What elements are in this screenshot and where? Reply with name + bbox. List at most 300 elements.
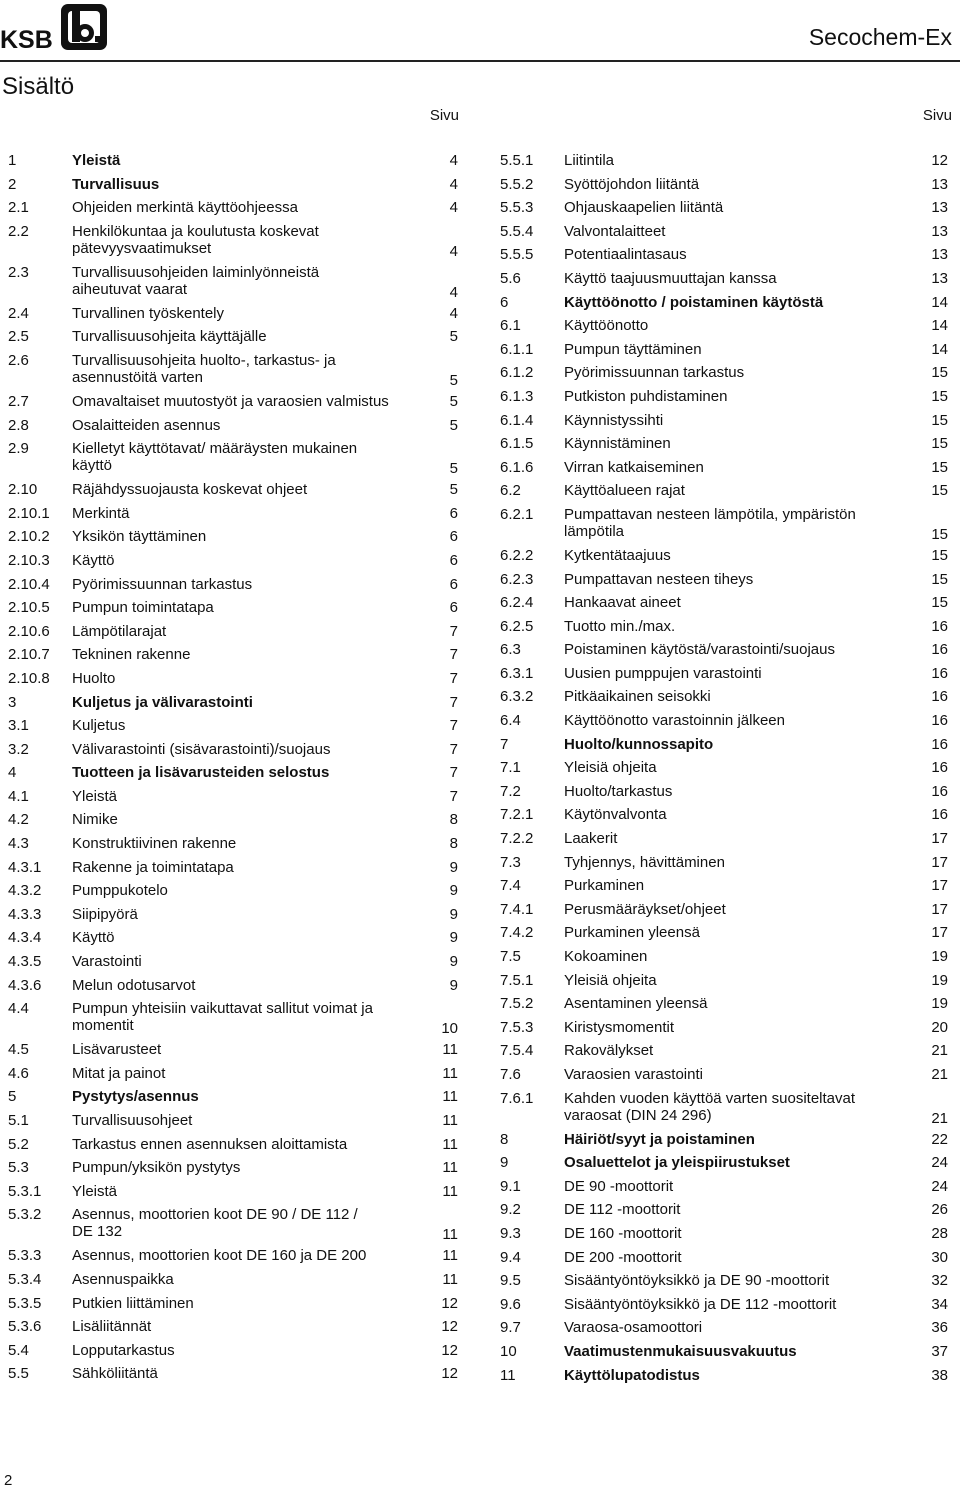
- toc-entry[interactable]: [500, 412, 950, 436]
- toc-entry[interactable]: [500, 1249, 950, 1273]
- toc-page-number: 21: [931, 1109, 948, 1127]
- toc-entry[interactable]: [500, 972, 950, 996]
- toc-page-number: 16: [931, 688, 948, 706]
- toc-section-number: 2.10.3: [8, 551, 50, 569]
- toc-section-title: Syöttöjohdon liitäntä: [564, 175, 700, 193]
- toc-section-title: Käyttöönotto / poistaminen käytöstä: [564, 293, 824, 311]
- toc-section-number: 2.10.7: [8, 646, 50, 664]
- toc-page-number: 5: [449, 416, 458, 434]
- toc-section-number: 5.5.5: [500, 246, 534, 264]
- toc-section-number: 11: [500, 1366, 516, 1384]
- toc-page-number: 15: [931, 594, 948, 612]
- toc-section-number: 6: [500, 293, 509, 311]
- toc-page-number: 11: [442, 1247, 458, 1265]
- toc-entry[interactable]: [8, 599, 460, 623]
- toc-section-number: 5.3.5: [8, 1294, 42, 1312]
- toc-entry[interactable]: [8, 1318, 460, 1342]
- toc-entry[interactable]: [500, 1066, 950, 1090]
- toc-page-number: 11: [442, 1135, 458, 1153]
- toc-page-number: 4: [449, 199, 458, 217]
- toc-section-title: Turvallisuus: [72, 175, 160, 193]
- toc-section-number: 3.1: [8, 717, 29, 735]
- toc-entry[interactable]: [8, 223, 460, 264]
- toc-page-number: 12: [931, 152, 948, 169]
- toc-section-number: 7.5: [500, 948, 521, 965]
- toc-page-number: 11: [442, 1226, 458, 1244]
- toc-page-number: 7: [449, 693, 458, 711]
- toc-entry[interactable]: [500, 1019, 950, 1043]
- toc-section-title: Kuljetus: [72, 717, 126, 735]
- toc-entry[interactable]: [8, 1112, 460, 1136]
- toc-entry[interactable]: [500, 1154, 950, 1178]
- toc-entry[interactable]: [500, 736, 950, 760]
- toc-entry[interactable]: [8, 1247, 460, 1271]
- toc-entry[interactable]: [8, 1136, 460, 1160]
- toc-entry[interactable]: [8, 1000, 460, 1041]
- toc-section-number: 2.1: [8, 199, 29, 217]
- toc-section-title: Yleistä: [72, 1182, 118, 1200]
- toc-section-title: Käyttöönotto: [564, 317, 649, 335]
- toc-entry[interactable]: [8, 1183, 460, 1207]
- toc-section-title: Henkilökuntaa ja koulutusta koskevat pätevyysvaatimukset: [72, 222, 319, 257]
- toc-entry[interactable]: [500, 830, 950, 854]
- toc-section-number: 2.5: [8, 328, 29, 346]
- toc-section-number: 6.3.2: [500, 688, 534, 706]
- toc-section-title: Pumpattavan nesteen lämpötila, ympäristön lämpötila: [564, 505, 856, 540]
- toc-section-number: 4.3.5: [8, 953, 42, 971]
- toc-section-number: 4: [8, 764, 17, 782]
- toc-entry[interactable]: [500, 1225, 950, 1249]
- toc-section-number: 7.4: [500, 877, 521, 895]
- toc-section-title: DE 160 -moottorit: [564, 1224, 682, 1242]
- toc-section-number: 5.3.3: [8, 1247, 42, 1265]
- toc-entry[interactable]: [500, 1090, 950, 1131]
- toc-entry[interactable]: [8, 788, 460, 812]
- toc-section-number: 4.1: [8, 787, 29, 805]
- toc-section-number: 2.6: [8, 351, 29, 369]
- toc-page-number: 12: [441, 1318, 458, 1336]
- toc-section-title: Varaosa-osamoottori: [564, 1319, 703, 1337]
- toc-page-number: 7: [449, 740, 458, 758]
- toc-entry[interactable]: [500, 854, 950, 878]
- toc-section-number: 4.5: [8, 1041, 29, 1059]
- toc-page-number: 9: [449, 929, 458, 947]
- toc-entry[interactable]: [500, 759, 950, 783]
- toc-page-number: 14: [931, 317, 948, 335]
- toc-section-title: Pumpattavan nesteen tiheys: [564, 570, 754, 588]
- toc-entry[interactable]: [8, 176, 460, 200]
- toc-page-number: 17: [931, 830, 948, 848]
- toc-page-number: 15: [931, 546, 948, 564]
- toc-entry[interactable]: [8, 199, 460, 223]
- toc-entry[interactable]: [500, 688, 950, 712]
- toc-section-number: 6.2.3: [500, 570, 534, 588]
- toc-page-number: 12: [441, 1341, 458, 1359]
- toc-page-number: 5: [449, 481, 458, 499]
- page-column-label-right: Sivu: [922, 107, 952, 124]
- toc-page-number: 26: [931, 1201, 948, 1219]
- toc-section-title: Välivarastointi (sisävarastointi)/suojaus: [72, 740, 331, 758]
- toc-page-number: 13: [931, 199, 948, 217]
- toc-entry[interactable]: [500, 1042, 950, 1066]
- toc-section-number: 4.3.3: [8, 905, 42, 923]
- toc-entry[interactable]: [500, 199, 950, 223]
- toc-section-number: 2.10.4: [8, 575, 50, 593]
- toc-entry[interactable]: [8, 929, 460, 953]
- toc-section-number: 6.1: [500, 317, 521, 335]
- toc-section-number: 7.1: [500, 759, 521, 777]
- toc-section-title: Uusien pumppujen varastointi: [564, 664, 762, 682]
- toc-page-number: 34: [931, 1295, 948, 1313]
- toc-section-number: 6.2: [500, 482, 521, 500]
- toc-entry[interactable]: [500, 806, 950, 830]
- toc-section-title: Pumpun/yksikön pystytys: [72, 1159, 241, 1177]
- toc-entry[interactable]: [500, 459, 950, 483]
- toc-section-number: 2.10: [8, 481, 38, 499]
- toc-section-title: Käyttöönotto varastoinnin jälkeen: [564, 712, 785, 730]
- toc-section-number: 2.10.8: [8, 669, 50, 687]
- toc-page-number: 11: [442, 1270, 458, 1288]
- toc-entry[interactable]: [500, 317, 950, 341]
- toc-entry[interactable]: [500, 176, 950, 200]
- toc-page-number: 24: [931, 1177, 948, 1195]
- toc-page-number: 11: [442, 1041, 458, 1059]
- toc-section-title: Turvallisuusohjeita huolto-, tarkastus- ja asennustöitä varten: [72, 351, 336, 386]
- toc-entry[interactable]: [8, 1271, 460, 1295]
- toc-section-title: Turvallisuusohjeita käyttäjälle: [72, 328, 267, 346]
- toc-entry[interactable]: [8, 1295, 460, 1319]
- toc-page-number: 12: [441, 1365, 458, 1383]
- toc-page-number: 17: [931, 924, 948, 942]
- toc-entry[interactable]: [8, 576, 460, 600]
- toc-page-number: 9: [449, 953, 458, 971]
- toc-column-left: [8, 152, 460, 1389]
- toc-entry[interactable]: [8, 741, 460, 765]
- toc-entry[interactable]: [8, 417, 460, 441]
- toc-entry[interactable]: [8, 1159, 460, 1183]
- toc-section-title: Huolto/tarkastus: [564, 782, 673, 800]
- page-title: Sisältö: [2, 73, 75, 100]
- toc-entry[interactable]: [8, 481, 460, 505]
- toc-page-number: 15: [931, 525, 948, 543]
- toc-section-title: Tuotto min./max.: [564, 617, 676, 635]
- toc-section-title: Vaatimustenmukaisuusvakuutus: [564, 1342, 797, 1360]
- toc-section-number: 2: [8, 175, 17, 193]
- toc-page-number: 20: [931, 1018, 948, 1036]
- toc-section-title: Putkiston puhdistaminen: [564, 387, 728, 405]
- toc-entry[interactable]: [8, 623, 460, 647]
- toc-section-title: Sisääntyöntöyksikkö ja DE 90 -moottorit: [564, 1272, 830, 1290]
- toc-section-title: Pyörimissuunnan tarkastus: [72, 575, 253, 593]
- toc-page-number: 11: [442, 1182, 458, 1200]
- toc-page-number: 7: [449, 717, 458, 735]
- toc-section-title: Merkintä: [72, 504, 130, 522]
- toc-section-title: Kuljetus ja välivarastointi: [72, 693, 253, 711]
- toc-page-number: 28: [931, 1224, 948, 1242]
- toc-section-title: Potentiaalintasaus: [564, 246, 687, 264]
- toc-section-title: Yleisiä ohjeita: [564, 971, 657, 989]
- toc-page-number: 19: [931, 971, 948, 989]
- toc-section-title: Laakerit: [564, 830, 618, 848]
- toc-entry[interactable]: [500, 901, 950, 925]
- toc-section-title: Häiriöt/syyt ja poistaminen: [564, 1130, 755, 1148]
- toc-section-title: Hankaavat aineet: [564, 594, 681, 612]
- toc-section-number: 5.3.6: [8, 1318, 42, 1336]
- toc-section-title: Kytkentätaajuus: [564, 546, 671, 564]
- toc-entry[interactable]: [500, 618, 950, 642]
- toc-page-number: 16: [931, 782, 948, 800]
- toc-section-title: Poistaminen käytöstä/varastointi/suojaus: [564, 641, 835, 659]
- toc-entry[interactable]: [500, 594, 950, 618]
- toc-entry[interactable]: [500, 270, 950, 294]
- toc-entry[interactable]: [500, 294, 950, 318]
- toc-entry[interactable]: [8, 1342, 460, 1366]
- toc-section-title: Osalaitteiden asennus: [72, 416, 221, 434]
- toc-page-number: 16: [931, 617, 948, 635]
- toc-section-number: 9.2: [500, 1201, 521, 1219]
- toc-page-number: 16: [931, 712, 948, 730]
- toc-section-number: 7.4.1: [500, 900, 534, 918]
- toc-page-number: 16: [931, 664, 948, 682]
- toc-section-title: Turvallinen työskentely: [72, 304, 225, 322]
- toc-section-number: 9: [500, 1154, 509, 1172]
- toc-section-title: Sisääntyöntöyksikkö ja DE 112 -moottorit: [564, 1295, 837, 1313]
- toc-section-number: 3: [8, 693, 17, 711]
- toc-entry[interactable]: [8, 1041, 460, 1065]
- toc-section-number: 7.2.1: [500, 806, 534, 824]
- toc-entry[interactable]: [8, 1088, 460, 1112]
- toc-entry[interactable]: [8, 352, 460, 393]
- toc-page-number: 6: [449, 504, 458, 522]
- toc-entry[interactable]: [8, 646, 460, 670]
- toc-page-number: 15: [931, 364, 948, 382]
- toc-entry[interactable]: [8, 859, 460, 883]
- toc-entry[interactable]: [500, 1343, 950, 1367]
- toc-entry[interactable]: [8, 670, 460, 694]
- toc-section-number: 7.5.3: [500, 1018, 534, 1036]
- toc-section-number: 7.5.1: [500, 971, 534, 989]
- toc-page-number: 8: [449, 811, 458, 829]
- toc-section-title: Konstruktiivinen rakenne: [72, 835, 237, 853]
- toc-entry[interactable]: [500, 571, 950, 595]
- toc-section-title: Tyhjennys, hävittäminen: [564, 853, 725, 871]
- toc-entry[interactable]: [500, 877, 950, 901]
- toc-section-title: Pystytys/asennus: [72, 1088, 199, 1106]
- toc-section-number: 7.6: [500, 1065, 521, 1083]
- toc-entry[interactable]: [8, 528, 460, 552]
- toc-page-number: 19: [931, 995, 948, 1013]
- toc-entry[interactable]: [500, 1272, 950, 1296]
- toc-section-title: Kokoaminen: [564, 948, 648, 965]
- toc-section-title: Käynnistyssihti: [564, 411, 664, 429]
- toc-section-number: 9.6: [500, 1295, 521, 1313]
- toc-entry[interactable]: [500, 924, 950, 948]
- toc-section-title: Käyttölupatodistus: [564, 1366, 700, 1384]
- toc-section-title: Yleistä: [72, 152, 121, 169]
- toc-entry[interactable]: [500, 783, 950, 807]
- toc-entry[interactable]: [8, 764, 460, 788]
- toc-section-number: 5.2: [8, 1135, 29, 1153]
- toc-entry[interactable]: [500, 341, 950, 365]
- toc-section-title: Pumpun toimintatapa: [72, 599, 214, 617]
- toc-entry[interactable]: [500, 1296, 950, 1320]
- toc-section-number: 10: [500, 1342, 517, 1360]
- ksb-logo: [0, 2, 112, 52]
- toc-entry[interactable]: [500, 435, 950, 459]
- toc-section-title: Käynnistäminen: [564, 435, 671, 453]
- toc-section-title: Purkaminen yleensä: [564, 924, 700, 942]
- toc-section-number: 5.5: [8, 1365, 29, 1383]
- toc-page-number: 14: [931, 293, 948, 311]
- toc-entry[interactable]: [8, 440, 460, 481]
- toc-section-number: 5.1: [8, 1112, 29, 1129]
- toc-entry[interactable]: [8, 1206, 460, 1247]
- toc-section-title: Tarkastus ennen asennuksen aloittamista: [72, 1135, 348, 1153]
- toc-entry[interactable]: [500, 948, 950, 972]
- toc-entry[interactable]: [8, 152, 460, 176]
- toc-page-number: 4: [449, 304, 458, 322]
- toc-entry[interactable]: [500, 712, 950, 736]
- toc-section-title: Ohjauskaapelien liitäntä: [564, 199, 724, 217]
- toc-entry[interactable]: [500, 482, 950, 506]
- toc-page-number: 10: [441, 1020, 458, 1038]
- toc-section-number: 6.1.5: [500, 435, 534, 453]
- toc-entry[interactable]: [8, 882, 460, 906]
- toc-entry[interactable]: [8, 1065, 460, 1089]
- toc-section-number: 2.3: [8, 263, 29, 281]
- toc-section-number: 2.4: [8, 304, 29, 322]
- toc-entry[interactable]: [8, 393, 460, 417]
- toc-entry[interactable]: [500, 1319, 950, 1343]
- toc-entry[interactable]: [500, 364, 950, 388]
- toc-section-number: 2.10.2: [8, 528, 50, 546]
- toc-page-number: 6: [449, 575, 458, 593]
- toc-section-title: Mitat ja painot: [72, 1064, 166, 1082]
- toc-entry[interactable]: [500, 388, 950, 412]
- toc-page-number: 22: [931, 1130, 948, 1148]
- toc-page-number: 6: [449, 599, 458, 617]
- toc-entry[interactable]: [500, 223, 950, 247]
- toc-section-number: 2.10.1: [8, 504, 50, 522]
- toc-entry[interactable]: [500, 665, 950, 689]
- toc-entry[interactable]: [500, 995, 950, 1019]
- toc-section-number: 7.5.4: [500, 1042, 534, 1060]
- toc-entry[interactable]: [8, 552, 460, 576]
- toc-entry[interactable]: [8, 305, 460, 329]
- toc-page-number: 7: [449, 764, 458, 782]
- toc-section-title: Ohjeiden merkintä käyttöohjeessa: [72, 199, 298, 217]
- page-header: [0, 0, 960, 60]
- toc-page-number: 4: [449, 242, 458, 260]
- toc-page-number: 9: [449, 858, 458, 876]
- toc-section-title: Käyttö: [72, 551, 115, 569]
- toc-page-number: 12: [441, 1294, 458, 1312]
- toc-entry[interactable]: [8, 694, 460, 718]
- toc-section-title: Turvallisuusohjeiden laiminlyönneistä aiheutuvat vaarat: [72, 263, 320, 298]
- toc-page-number: 16: [931, 641, 948, 659]
- toc-section-title: Rakovälykset: [564, 1042, 654, 1060]
- toc-section-number: 5.5.3: [500, 199, 534, 217]
- toc-section-number: 2.9: [8, 440, 29, 458]
- toc-page-number: 14: [931, 340, 948, 358]
- toc-entry[interactable]: [500, 1201, 950, 1225]
- toc-entry[interactable]: [8, 1365, 460, 1389]
- toc-section-title: Käytönvalvonta: [564, 806, 667, 824]
- toc-section-title: Tuotteen ja lisävarusteiden selostus: [72, 764, 330, 782]
- toc-page-number: 15: [931, 458, 948, 476]
- toc-page-number: 6: [449, 528, 458, 546]
- toc-section-number: 5.3.2: [8, 1206, 42, 1224]
- toc-section-number: 5.3.1: [8, 1182, 42, 1200]
- toc-section-number: 5.3: [8, 1159, 29, 1177]
- toc-section-number: 7.2: [500, 782, 521, 800]
- toc-section-title: Kielletyt käyttötavat/ määräysten mukainen käyttö: [72, 440, 358, 475]
- toc-section-title: Lisäliitännät: [72, 1318, 152, 1336]
- toc-page-number: 37: [931, 1342, 948, 1360]
- toc-entry[interactable]: [8, 977, 460, 1001]
- toc-page-number: 11: [442, 1159, 458, 1177]
- toc-entry[interactable]: [8, 953, 460, 977]
- toc-entry[interactable]: [8, 835, 460, 859]
- toc-section-title: Asennus, moottorien koot DE 160 ja DE 200: [72, 1247, 367, 1265]
- toc-entry[interactable]: [8, 717, 460, 741]
- toc-entry[interactable]: [500, 246, 950, 270]
- toc-page-number: 4: [449, 175, 458, 193]
- toc-section-title: Huolto: [72, 669, 116, 687]
- toc-entry[interactable]: [8, 505, 460, 529]
- toc-entry[interactable]: [500, 547, 950, 571]
- toc-entry[interactable]: [8, 906, 460, 930]
- toc-section-number: 1: [8, 152, 17, 169]
- toc-page-number: 21: [931, 1065, 948, 1083]
- toc-section-number: 6.1.4: [500, 411, 534, 429]
- toc-entry[interactable]: [8, 264, 460, 305]
- toc-section-number: 9.4: [500, 1248, 521, 1266]
- toc-page-number: 15: [931, 411, 948, 429]
- toc-page-number: 9: [449, 882, 458, 900]
- toc-page-number: 15: [931, 570, 948, 588]
- toc-page-number: 11: [442, 1088, 458, 1106]
- toc-section-number: 6.1.6: [500, 458, 534, 476]
- toc-entry[interactable]: [8, 811, 460, 835]
- page-number: 2: [4, 1472, 13, 1489]
- toc-page-number: 7: [449, 622, 458, 640]
- toc-section-number: 6.1.3: [500, 387, 534, 405]
- toc-entry[interactable]: [500, 1367, 950, 1391]
- toc-page-number: 38: [931, 1366, 948, 1384]
- toc-entry[interactable]: [500, 506, 950, 547]
- toc-entry[interactable]: [500, 152, 950, 176]
- toc-section-title: Pumpun täyttäminen: [564, 340, 702, 358]
- toc-entry[interactable]: [500, 1178, 950, 1202]
- toc-entry[interactable]: [500, 1131, 950, 1155]
- toc-section-title: Sähköliitäntä: [72, 1365, 158, 1383]
- toc-entry[interactable]: [8, 328, 460, 352]
- toc-page-number: 13: [931, 246, 948, 264]
- toc-section-title: Tekninen rakenne: [72, 646, 191, 664]
- toc-section-title: Asennus, moottorien koot DE 90 / DE 112 / DE 132: [72, 1206, 358, 1241]
- toc-section-number: 2.10.5: [8, 599, 50, 617]
- toc-section-number: 6.2.5: [500, 617, 534, 635]
- toc-section-number: 6.4: [500, 712, 521, 730]
- toc-section-title: Pitkäaikainen seisokki: [564, 688, 711, 706]
- toc-section-title: DE 200 -moottorit: [564, 1248, 682, 1266]
- toc-section-title: Varastointi: [72, 953, 142, 971]
- toc-section-number: 5.4: [8, 1341, 29, 1359]
- toc-entry[interactable]: [500, 641, 950, 665]
- toc-page-number: 9: [449, 905, 458, 923]
- toc-section-title: Pyörimissuunnan tarkastus: [564, 364, 745, 382]
